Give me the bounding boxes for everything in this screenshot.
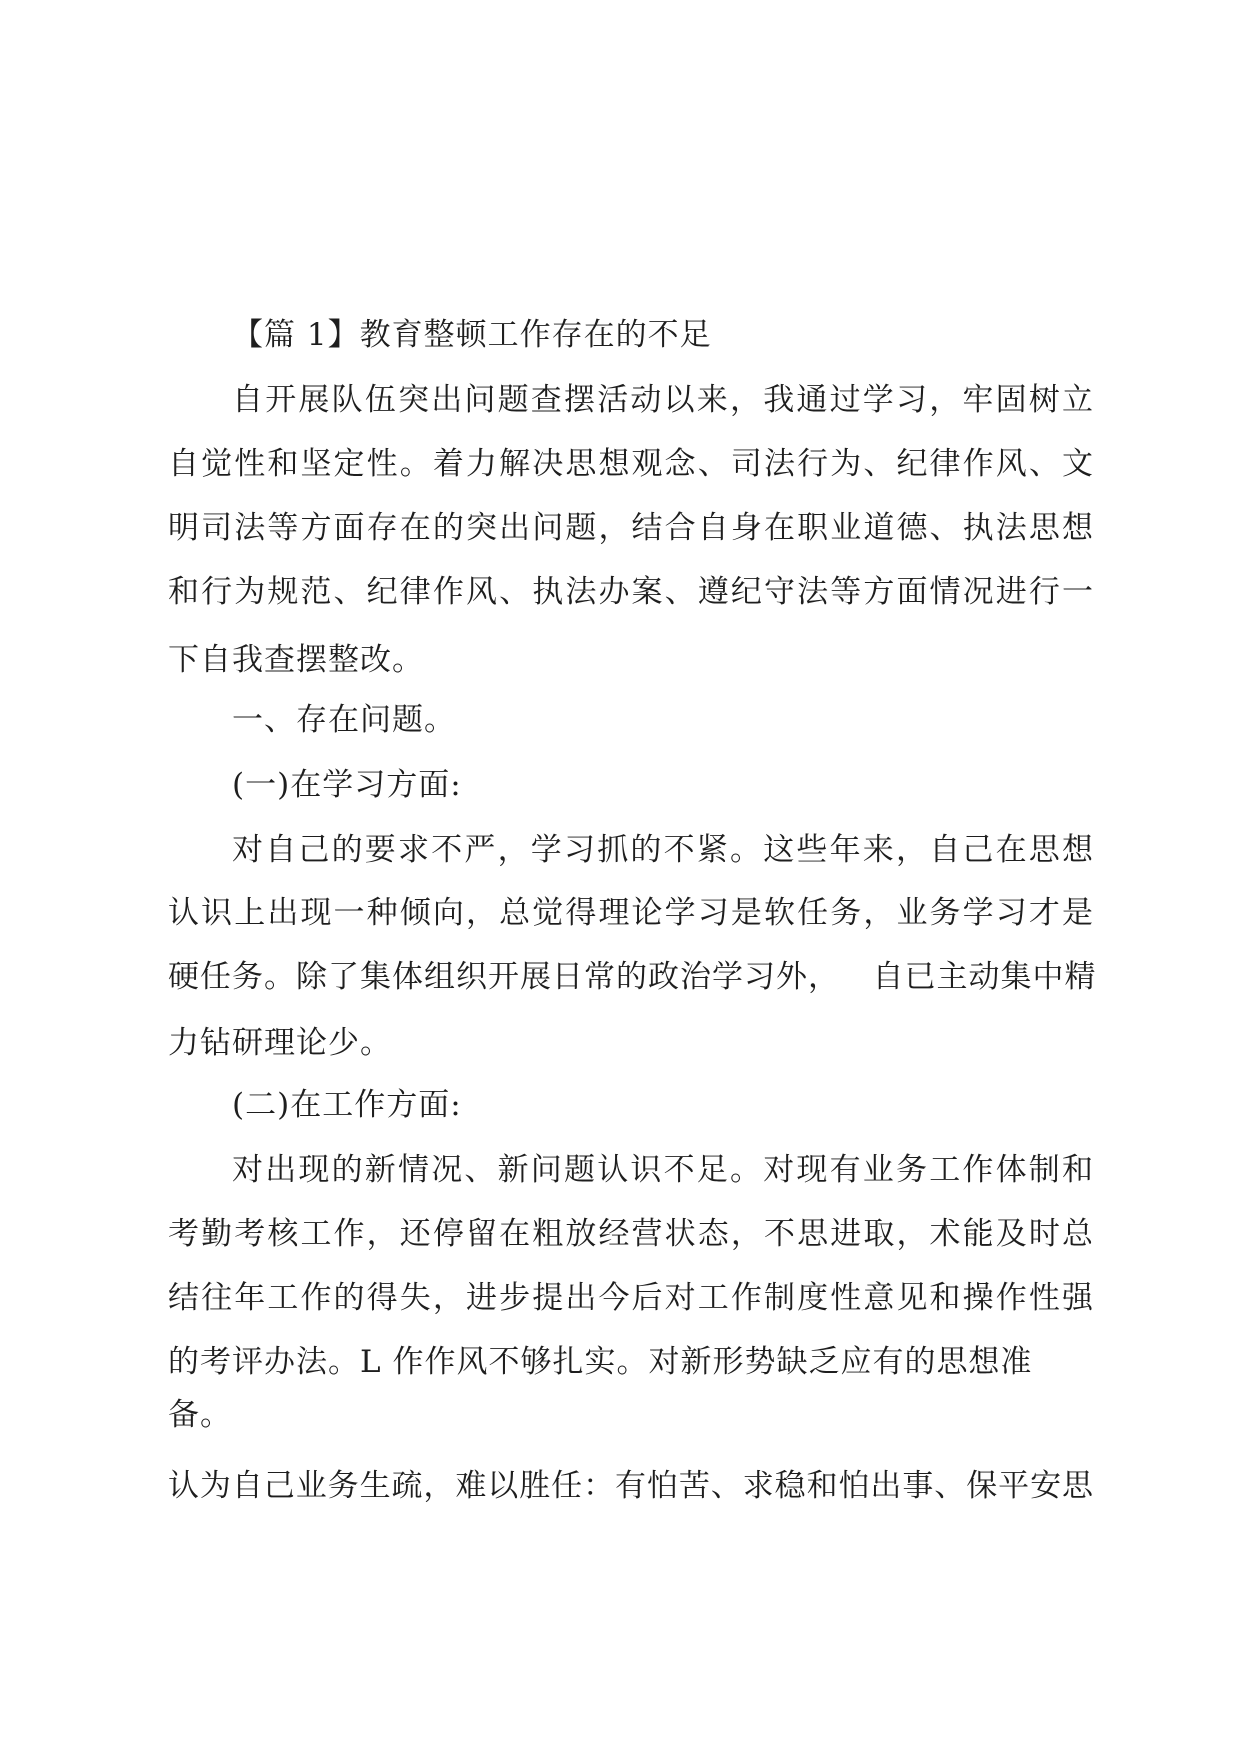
p1-line-3: 明司法等方面存在的突出问题，结合自身在职业道德、执法思想 (168, 510, 1093, 546)
p3-line-3: 结往年工作的得失，进步提出今后对工作制度性意见和操作性强 (168, 1280, 1093, 1316)
p3-line-1: 对出现的新情况、新问题认识不足。对现有业务工作体制和 (232, 1152, 1093, 1188)
p1-line-1: 自开展队伍突出问题查摆活动以来，我通过学习，牢固树立 (232, 382, 1093, 418)
p2-line-4: 力钻研理论少。 (168, 1025, 392, 1061)
sub-heading-2: (二)在工作方面: (232, 1087, 462, 1123)
p3-line-2: 考勤考核工作，还停留在粗放经营状态，不思进取，术能及时总 (168, 1216, 1093, 1252)
p3-line-4: 的考评办法。L 作作风不够扎实。对新形势缺乏应有的思想准 (168, 1344, 1033, 1380)
p1-line-2: 自觉性和坚定性。着力解决思想观念、司法行为、纪律作风、文 (168, 446, 1093, 482)
doc-heading: 【篇 1】教育整顿工作存在的不足 (232, 317, 712, 353)
p2-line-3: 硬任务。除了集体组织开展日常的政治学习外， 自已主动集中精 (168, 959, 1097, 995)
sub-heading-1: (一)在学习方面: (232, 767, 462, 803)
p1-line-4: 和行为规范、纪律作风、执法办案、遵纪守法等方面情况进行一 (168, 574, 1093, 610)
p3-line-5: 备。 (168, 1397, 232, 1433)
p1-line-5: 下自我查摆整改。 (168, 642, 424, 678)
p4-line-1: 认为自己业务生疏，难以胜任：有怕苦、求稳和怕出事、保平安思 (168, 1468, 1093, 1504)
p2-line-2: 认识上出现一种倾向，总觉得理论学习是软任务，业务学习才是 (168, 895, 1093, 931)
section-heading-1: 一、存在问题。 (232, 702, 456, 738)
p2-line-1: 对自己的要求不严，学习抓的不紧。这些年来，自己在思想 (232, 832, 1093, 868)
